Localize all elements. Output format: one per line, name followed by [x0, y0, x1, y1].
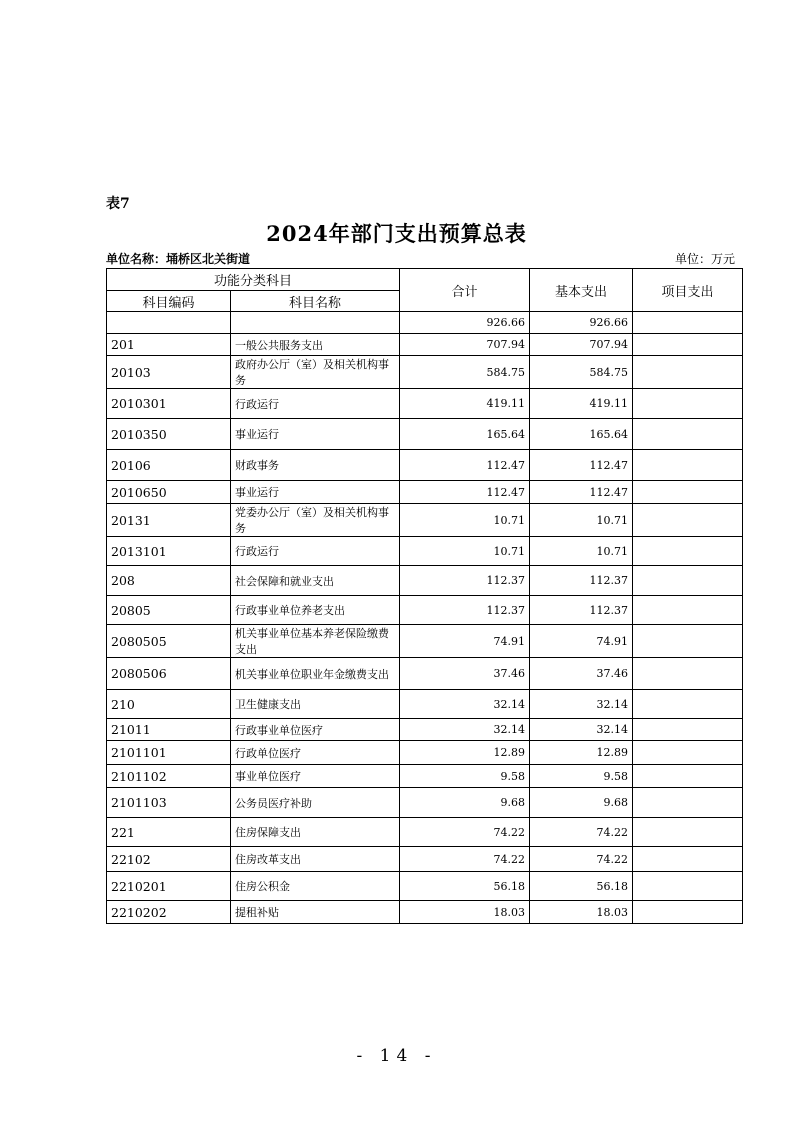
- cell-basic: 112.37: [530, 566, 633, 596]
- table-body: [107, 312, 743, 924]
- cell-project: [633, 690, 743, 719]
- cell-basic: 9.68: [530, 788, 633, 818]
- header-project: 项目支出: [633, 269, 743, 312]
- header-code: 科目编码: [107, 291, 231, 312]
- cell-total: 12.89: [400, 741, 530, 765]
- cell-total: 112.37: [400, 566, 530, 596]
- table-row: [107, 818, 743, 847]
- cell-project: [633, 312, 743, 334]
- cell-name: 党委办公厅（室）及相关机构事务: [231, 504, 400, 537]
- table-row: [107, 419, 743, 450]
- cell-name: 事业运行: [231, 481, 400, 504]
- cell-code: 20103: [107, 356, 231, 389]
- table-row: [107, 334, 743, 356]
- cell-total: 9.68: [400, 788, 530, 818]
- cell-total: 9.58: [400, 765, 530, 788]
- cell-basic: 18.03: [530, 901, 633, 924]
- cell-basic: 707.94: [530, 334, 633, 356]
- table-row: [107, 847, 743, 872]
- cell-total: 56.18: [400, 872, 530, 901]
- cell-basic: 584.75: [530, 356, 633, 389]
- cell-basic: 32.14: [530, 690, 633, 719]
- table-row: [107, 504, 743, 537]
- cell-basic: 165.64: [530, 419, 633, 450]
- cell-basic: 56.18: [530, 872, 633, 901]
- table-row: [107, 450, 743, 481]
- cell-name: 提租补贴: [231, 901, 400, 924]
- cell-total: 584.75: [400, 356, 530, 389]
- budget-table: [106, 268, 743, 924]
- cell-basic: 37.46: [530, 658, 633, 690]
- cell-project: [633, 419, 743, 450]
- cell-code: [107, 312, 231, 334]
- cell-project: [633, 596, 743, 625]
- cell-name: 公务员医疗补助: [231, 788, 400, 818]
- table-row: [107, 788, 743, 818]
- cell-code: 2013101: [107, 537, 231, 566]
- cell-project: [633, 847, 743, 872]
- cell-code: 21011: [107, 719, 231, 741]
- cell-project: [633, 741, 743, 765]
- table-row: [107, 872, 743, 901]
- cell-total: 419.11: [400, 389, 530, 419]
- cell-project: [633, 334, 743, 356]
- table-row: [107, 566, 743, 596]
- cell-total: 74.22: [400, 847, 530, 872]
- cell-name: 机关事业单位基本养老保险缴费支出: [231, 625, 400, 658]
- cell-name: [231, 312, 400, 334]
- cell-project: [633, 901, 743, 924]
- cell-total: 10.71: [400, 537, 530, 566]
- cell-code: 221: [107, 818, 231, 847]
- cell-basic: 419.11: [530, 389, 633, 419]
- cell-project: [633, 719, 743, 741]
- cell-basic: 112.47: [530, 481, 633, 504]
- table-label: 表7: [106, 196, 130, 212]
- page-title: 2024年部门支出预算总表: [266, 221, 527, 246]
- cell-name: 行政单位医疗: [231, 741, 400, 765]
- cell-name: 机关事业单位职业年金缴费支出: [231, 658, 400, 690]
- page-number: - 14 -: [356, 1046, 437, 1066]
- cell-total: 32.14: [400, 719, 530, 741]
- table-row: [107, 481, 743, 504]
- cell-total: 165.64: [400, 419, 530, 450]
- cell-total: 18.03: [400, 901, 530, 924]
- cell-basic: 32.14: [530, 719, 633, 741]
- header-name: 科目名称: [231, 291, 400, 312]
- cell-code: 208: [107, 566, 231, 596]
- cell-name: 事业单位医疗: [231, 765, 400, 788]
- table-row: [107, 690, 743, 719]
- cell-basic: 12.89: [530, 741, 633, 765]
- cell-code: 20805: [107, 596, 231, 625]
- cell-total: 926.66: [400, 312, 530, 334]
- cell-code: 2101101: [107, 741, 231, 765]
- cell-code: 2010301: [107, 389, 231, 419]
- cell-name: 住房公积金: [231, 872, 400, 901]
- cell-project: [633, 625, 743, 658]
- cell-basic: 926.66: [530, 312, 633, 334]
- cell-name: 社会保障和就业支出: [231, 566, 400, 596]
- cell-total: 707.94: [400, 334, 530, 356]
- cell-code: 2080506: [107, 658, 231, 690]
- cell-name: 行政运行: [231, 537, 400, 566]
- cell-code: 2210202: [107, 901, 231, 924]
- cell-code: 2080505: [107, 625, 231, 658]
- cell-total: 74.91: [400, 625, 530, 658]
- cell-code: 22102: [107, 847, 231, 872]
- table-row: [107, 741, 743, 765]
- table-row: [107, 765, 743, 788]
- cell-project: [633, 389, 743, 419]
- cell-code: 20106: [107, 450, 231, 481]
- cell-basic: 9.58: [530, 765, 633, 788]
- cell-project: [633, 566, 743, 596]
- cell-total: 112.47: [400, 481, 530, 504]
- table-row: [107, 389, 743, 419]
- table-row: [107, 901, 743, 924]
- table-row: [107, 719, 743, 741]
- cell-total: 74.22: [400, 818, 530, 847]
- cell-total: 10.71: [400, 504, 530, 537]
- cell-code: 2101102: [107, 765, 231, 788]
- cell-project: [633, 658, 743, 690]
- cell-name: 行政运行: [231, 389, 400, 419]
- cell-basic: 74.22: [530, 847, 633, 872]
- cell-name: 住房改革支出: [231, 847, 400, 872]
- cell-total: 112.47: [400, 450, 530, 481]
- cell-basic: 74.22: [530, 818, 633, 847]
- cell-code: 2101103: [107, 788, 231, 818]
- unit-label: 单位：万元: [674, 252, 735, 266]
- cell-project: [633, 504, 743, 537]
- table-row: [107, 625, 743, 658]
- header-basic: 基本支出: [530, 269, 633, 312]
- cell-project: [633, 450, 743, 481]
- cell-name: 一般公共服务支出: [231, 334, 400, 356]
- cell-code: 201: [107, 334, 231, 356]
- cell-name: 政府办公厅（室）及相关机构事务: [231, 356, 400, 389]
- cell-name: 财政事务: [231, 450, 400, 481]
- cell-basic: 112.47: [530, 450, 633, 481]
- cell-project: [633, 788, 743, 818]
- cell-total: 112.37: [400, 596, 530, 625]
- table-row: [107, 312, 743, 334]
- unit-name: 单位名称：埇桥区北关街道: [106, 252, 251, 266]
- cell-project: [633, 356, 743, 389]
- table-row: [107, 356, 743, 389]
- group-header: 功能分类科目: [107, 269, 400, 291]
- table-row: [107, 658, 743, 690]
- cell-basic: 10.71: [530, 504, 633, 537]
- cell-project: [633, 818, 743, 847]
- cell-basic: 74.91: [530, 625, 633, 658]
- cell-project: [633, 765, 743, 788]
- cell-name: 行政事业单位养老支出: [231, 596, 400, 625]
- cell-basic: 10.71: [530, 537, 633, 566]
- cell-name: 事业运行: [231, 419, 400, 450]
- cell-code: 2010350: [107, 419, 231, 450]
- cell-code: 210: [107, 690, 231, 719]
- cell-total: 37.46: [400, 658, 530, 690]
- cell-name: 卫生健康支出: [231, 690, 400, 719]
- table-row: [107, 596, 743, 625]
- cell-code: 2210201: [107, 872, 231, 901]
- cell-project: [633, 481, 743, 504]
- cell-code: 20131: [107, 504, 231, 537]
- cell-project: [633, 872, 743, 901]
- cell-code: 2010650: [107, 481, 231, 504]
- cell-basic: 112.37: [530, 596, 633, 625]
- header-total: 合计: [400, 269, 530, 312]
- cell-name: 住房保障支出: [231, 818, 400, 847]
- cell-project: [633, 537, 743, 566]
- cell-name: 行政事业单位医疗: [231, 719, 400, 741]
- cell-total: 32.14: [400, 690, 530, 719]
- table-row: [107, 537, 743, 566]
